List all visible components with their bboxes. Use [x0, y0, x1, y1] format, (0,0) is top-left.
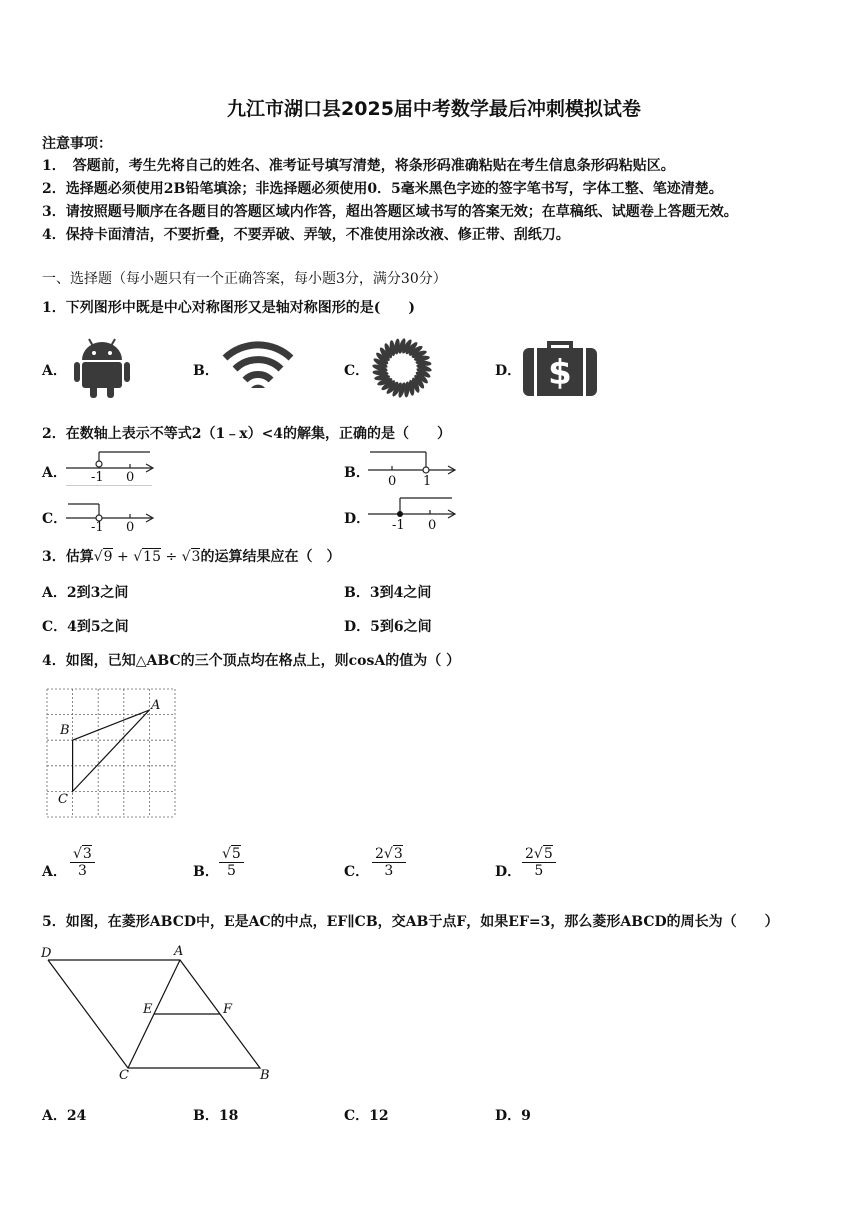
- q4-c-rad: 3: [393, 846, 403, 862]
- q4-d-den: 5: [534, 863, 544, 879]
- number-line-a: [66, 450, 156, 490]
- number-line-d: [368, 494, 458, 534]
- q2-stem: 2．在数轴上表示不等式2（1﹣x）<4的解集，正确的是（ ）: [42, 426, 452, 442]
- q3-expression: √9 + √15 ÷ √3: [93, 549, 201, 565]
- q2-label-a: A．: [42, 465, 67, 481]
- svg-text:$: $: [548, 353, 572, 393]
- tick-label-d-2: 0: [428, 518, 437, 533]
- q5-point-b: B: [260, 1068, 270, 1083]
- tick-label-a-1: -1: [91, 470, 104, 485]
- q3-div: ÷: [165, 549, 178, 565]
- q5-point-f: F: [223, 1002, 233, 1017]
- number-line-c: [66, 498, 156, 538]
- q4-label-a: A．: [42, 864, 67, 880]
- q5-rhombus-figure: [40, 945, 280, 1085]
- q4-point-b: B: [60, 723, 70, 738]
- q4-option-c: $\frac{2√3}{3}$: [372, 846, 406, 879]
- q2-label-b: B．: [344, 465, 370, 481]
- tick-label-b-1: 0: [388, 474, 397, 489]
- q1-label-b: B．: [193, 363, 219, 379]
- q4-point-a: A: [151, 698, 161, 713]
- q4-b-rad: 5: [231, 846, 241, 862]
- tick-label-b-2: 1: [423, 474, 432, 489]
- q4-d-coef: 2: [525, 846, 534, 862]
- android-icon: [74, 336, 130, 398]
- tick-label-c-2: 0: [126, 520, 135, 535]
- q5-point-a: A: [174, 944, 184, 959]
- q4-d-rad: 5: [543, 846, 553, 862]
- q1-stem: 1．下列图形中既是中心对称图形又是轴对称图形的是( ): [42, 300, 415, 316]
- number-line-b: [368, 448, 458, 490]
- q4-c-den: 3: [384, 863, 394, 879]
- sunburst-icon: [370, 336, 434, 400]
- q3-radicand-3: 3: [191, 549, 201, 565]
- q3-radicand-1: 9: [103, 549, 113, 565]
- q4-label-d: D．: [495, 864, 522, 880]
- q4-option-b: $\frac{√5}{5}$: [219, 846, 244, 879]
- q3-plus: +: [117, 549, 129, 565]
- wifi-icon: [221, 340, 295, 392]
- q3-stem: [42, 546, 340, 566]
- q5-point-e: E: [143, 1002, 153, 1017]
- q4-a-rad: 3: [82, 846, 92, 862]
- q1-label-c: C．: [344, 363, 370, 379]
- tick-label-d-1: -1: [392, 518, 405, 533]
- q4-option-a: $\frac{√3}{3}$: [70, 846, 95, 879]
- q4-stem: 4．如图，已知△ABC的三个顶点均在格点上，则cosA的值为（ ）: [42, 653, 461, 669]
- q2-label-d: D．: [344, 511, 371, 527]
- notice-item-4: 4．保持卡面清洁，不要折叠，不要弄破、弄皱，不准使用涂改液、修正带、刮纸刀。: [42, 227, 570, 243]
- page-title: 九江市湖口县2025届中考数学最后冲刺模拟试卷: [227, 98, 641, 120]
- q1-label-d: D．: [495, 363, 522, 379]
- q3-radicand-2: 15: [143, 549, 161, 565]
- q4-option-d: $\frac{2√5}{5}$: [522, 846, 556, 879]
- briefcase-dollar-icon: [523, 340, 597, 396]
- q4-c-coef: 2: [375, 846, 384, 862]
- q5-option-a: A．24: [42, 1108, 87, 1124]
- notice-item-1: 1． 答题前，考生先将自己的姓名、准考证号填写清楚，将条形码准确粘贴在考生信息条形码粘贴区。: [42, 158, 675, 174]
- q4-label-b: B．: [193, 864, 219, 880]
- q2-label-c: C．: [42, 511, 68, 527]
- q3-option-d: D．5到6之间: [344, 619, 432, 635]
- q3-stem-pre: 3．估算: [42, 549, 94, 565]
- q5-option-b: B．18: [193, 1108, 239, 1124]
- q5-point-c: C: [119, 1068, 129, 1083]
- notice-item-3: 3．请按照题号顺序在各题目的答题区域内作答，超出答题区域书写的答案无效；在草稿纸、试题卷上答题无效。: [42, 204, 738, 220]
- q3-option-b: B．3到4之间: [344, 585, 432, 601]
- q4-label-c: C．: [344, 864, 370, 880]
- notice-item-2: 2．选择题必须使用2B铅笔填涂；非选择题必须使用0．5毫米黑色字迹的签字笔书写，字体工整、笔迹清楚。: [42, 181, 723, 197]
- q1-label-a: A．: [42, 363, 67, 379]
- notice-heading: 注意事项：: [42, 136, 112, 152]
- tick-label-c-1: -1: [91, 520, 104, 535]
- q3-option-a: A．2到3之间: [42, 585, 129, 601]
- q4-a-den: 3: [77, 863, 87, 879]
- q4-point-c: C: [58, 792, 68, 807]
- q5-option-d: D．9: [495, 1108, 531, 1124]
- section-heading: 一、选择题（每小题只有一个正确答案，每小题3分，满分30分）: [42, 271, 447, 287]
- q5-option-c: C．12: [344, 1108, 389, 1124]
- q3-stem-post: 的运算结果应在（ ）: [200, 549, 341, 565]
- q5-point-d: D: [41, 946, 52, 961]
- q4-b-den: 5: [226, 863, 236, 879]
- q3-option-c: C．4到5之间: [42, 619, 129, 635]
- q5-stem: 5．如图，在菱形ABCD中，E是AC的中点，EF∥CB，交AB于点F，如果EF=3，那么菱形ABCD的周长为（ ）: [42, 914, 779, 930]
- tick-label-a-2: 0: [126, 470, 135, 485]
